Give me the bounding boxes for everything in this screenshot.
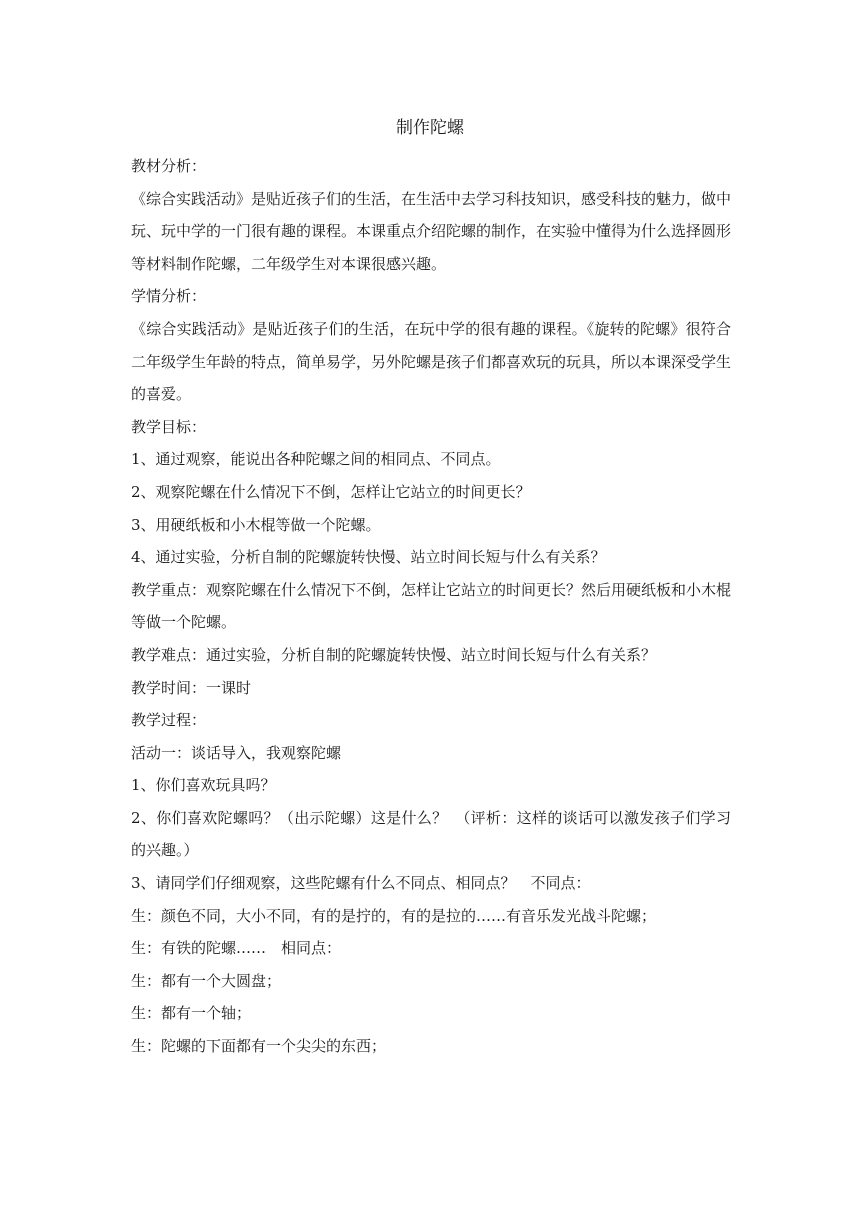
student-answer-3: 生：都有一个大圆盘； bbox=[131, 971, 282, 990]
goal-item-4: 4、通过实验，分析自制的陀螺旋转快慢、站立时间长短与什么有关系？ bbox=[131, 548, 606, 567]
section-heading-textbook-analysis: 教材分析： bbox=[131, 157, 207, 175]
paragraph-difficult-points: 教学难点：通过实验，分析自制的陀螺旋转快慢、站立时间长短与什么有关系？ bbox=[131, 645, 657, 664]
paragraph-student-analysis: 《综合实践活动》是贴近孩子们的生活，在玩中学的很有趣的课程。《旋转的陀螺》很符合二年级学生年龄的特点，简单易学，另外陀螺是孩子们都喜欢玩的玩具，所以本课深受学生的喜爱。 bbox=[131, 319, 732, 404]
student-answer-2: 生：有铁的陀螺…… 相同点： bbox=[131, 939, 342, 958]
student-answer-4: 生：都有一个轴； bbox=[131, 1004, 252, 1023]
paragraph-key-points: 教学重点：观察陀螺在什么情况下不倒，怎样让它站立的时间更长？然后用硬纸板和小木棍等做一个陀螺。 bbox=[131, 580, 732, 632]
section-heading-student-analysis: 学情分析： bbox=[131, 287, 207, 306]
student-answer-5: 生：陀螺的下面都有一个尖尖的东西； bbox=[131, 1037, 387, 1056]
goal-item-3: 3、用硬纸板和小木棍等做一个陀螺。 bbox=[131, 515, 381, 534]
process-item-2: 2、你们喜欢陀螺吗？（出示陀螺）这是什么？ （评析：这样的谈话可以激发孩子们学习的兴趣。） bbox=[131, 808, 731, 860]
section-heading-teaching-process: 教学过程： bbox=[131, 711, 207, 730]
paragraph-textbook-analysis: 《综合实践活动》是贴近孩子们的生活，在生活中去学习科技知识，感受科技的魅力，做中玩、玩中学的一门很有趣的课程。本课重点介绍陀螺的制作，在实验中懂得为什么选择圆形等材料制作陀螺，二年级学生对本课很感兴趣。 bbox=[131, 189, 732, 273]
activity-heading-1: 活动一：谈话导入，我观察陀螺 bbox=[131, 743, 342, 762]
document-title: 制作陀螺 bbox=[396, 118, 464, 138]
document-body bbox=[131, 150, 731, 1063]
paragraph-teaching-time: 教学时间：一课时 bbox=[131, 678, 252, 697]
goal-item-2: 2、观察陀螺在什么情况下不倒，怎样让它站立的时间更长？ bbox=[131, 482, 531, 501]
process-item-3: 3、请同学们仔细观察，这些陀螺有什么不同点、相同点？ 不同点： bbox=[131, 874, 591, 893]
student-answer-1: 生：颜色不同，大小不同，有的是拧的，有的是拉的……有音乐发光战斗陀螺； bbox=[131, 906, 657, 925]
section-heading-teaching-goals: 教学目标： bbox=[131, 417, 207, 436]
goal-item-1: 1、通过观察，能说出各种陀螺之间的相同点、不同点。 bbox=[131, 450, 501, 469]
process-item-1: 1、你们喜欢玩具吗？ bbox=[131, 776, 276, 795]
